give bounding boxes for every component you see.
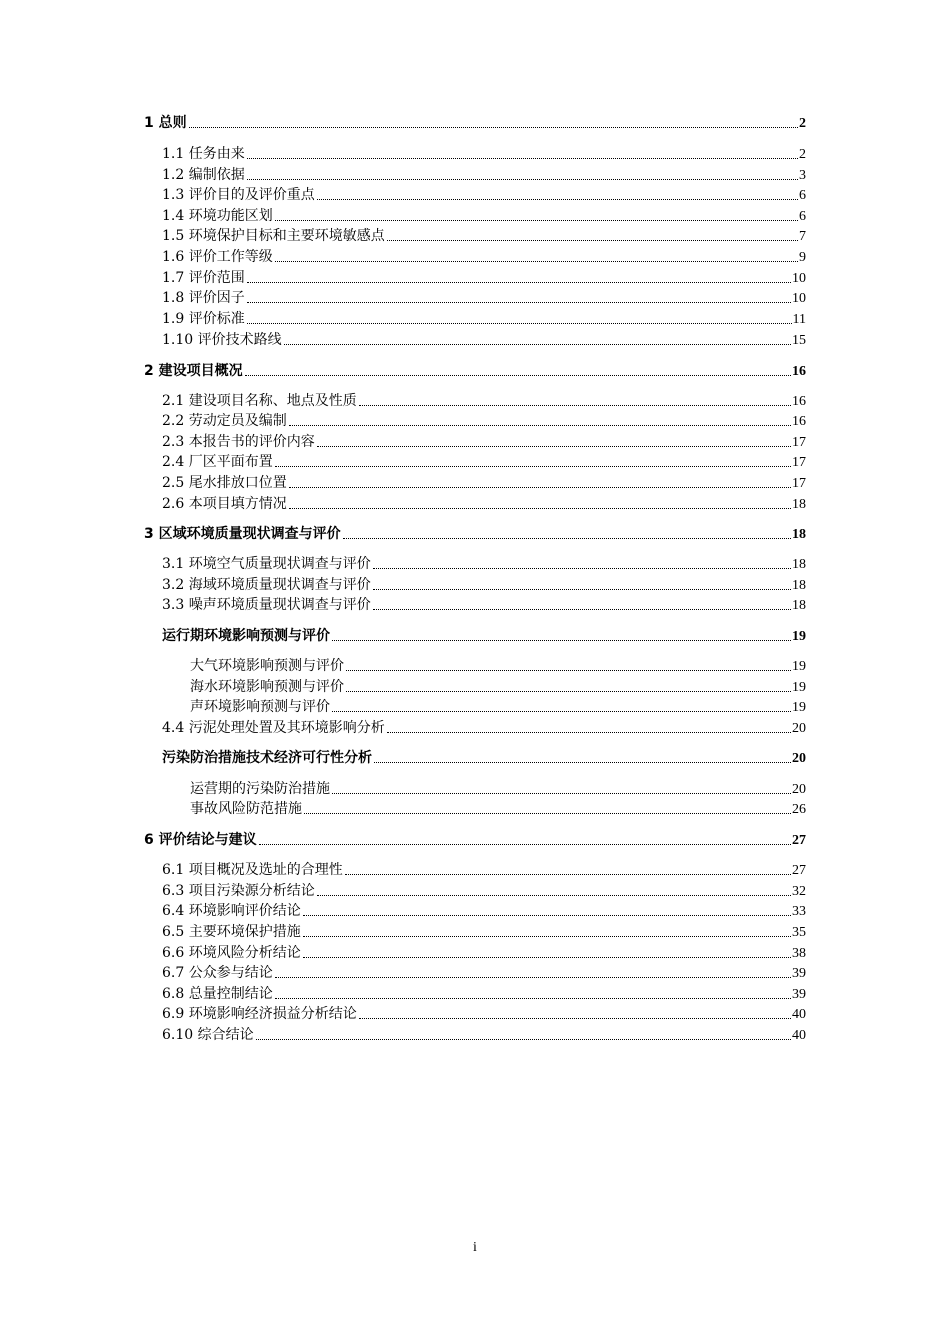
toc-dot-leader — [317, 895, 791, 896]
toc-entry[interactable] — [190, 697, 806, 717]
toc-dot-leader — [289, 487, 791, 488]
toc-entry[interactable] — [162, 473, 806, 493]
toc-dot-leader — [346, 670, 791, 671]
toc-entry[interactable] — [162, 494, 806, 514]
toc-dot-leader — [345, 874, 791, 875]
toc-dot-leader — [247, 179, 798, 180]
toc-entry-label: 污染防治措施技术经济可行性分析 — [162, 750, 372, 766]
toc-entry[interactable] — [162, 718, 806, 738]
toc-entry-page: 39 — [792, 966, 806, 981]
toc-dot-leader — [275, 998, 791, 999]
toc-entry-page: 26 — [792, 802, 806, 817]
toc-entry-label: 运营期的污染防治措施 — [190, 781, 330, 797]
toc-entry-page: 18 — [792, 497, 806, 512]
toc-entry-page: 16 — [792, 364, 806, 379]
toc-entry-page: 19 — [792, 700, 806, 715]
toc-entry-label: 1 总则 — [144, 115, 187, 131]
toc-dot-leader — [284, 344, 791, 345]
toc-dot-leader — [332, 640, 791, 641]
toc-entry[interactable] — [162, 185, 806, 205]
toc-entry[interactable] — [162, 881, 806, 901]
toc-entry-page: 38 — [792, 946, 806, 961]
toc-dot-leader — [303, 915, 791, 916]
toc-dot-leader — [275, 220, 798, 221]
toc-entry-label: 6.1 项目概况及选址的合理性 — [162, 862, 343, 878]
toc-entry[interactable] — [162, 984, 806, 1004]
toc-entry-label: 1.6 评价工作等级 — [162, 249, 273, 265]
toc-entry-page: 17 — [792, 455, 806, 470]
toc-entry[interactable] — [162, 595, 806, 615]
toc-entry[interactable] — [162, 432, 806, 452]
toc-entry[interactable] — [162, 309, 806, 329]
toc-entry-page: 18 — [792, 557, 806, 572]
toc-entry-label: 6.10 综合结论 — [162, 1027, 254, 1043]
toc-dot-leader — [373, 568, 791, 569]
toc-dot-leader — [245, 375, 791, 376]
toc-entry-label: 3.3 噪声环境质量现状调查与评价 — [162, 597, 371, 613]
toc-dot-leader — [289, 508, 791, 509]
toc-entry-label: 6.9 环境影响经济损益分析结论 — [162, 1006, 357, 1022]
toc-entry[interactable] — [144, 113, 806, 133]
toc-entry-label: 6.5 主要环境保护措施 — [162, 924, 301, 940]
toc-entry-page: 2 — [799, 116, 806, 131]
toc-entry[interactable] — [162, 554, 806, 574]
toc-entry-label: 声环境影响预测与评价 — [190, 699, 330, 715]
toc-dot-leader — [303, 957, 791, 958]
toc-entry[interactable] — [190, 779, 806, 799]
toc-entry-label: 6.6 环境风险分析结论 — [162, 945, 301, 961]
toc-dot-leader — [275, 466, 791, 467]
toc-entry-label: 2.4 厂区平面布置 — [162, 454, 273, 470]
toc-entry-page: 39 — [792, 987, 806, 1002]
toc-entry-page: 9 — [799, 250, 806, 265]
toc-entry-page: 10 — [792, 271, 806, 286]
page-number: i — [473, 1240, 477, 1255]
toc-entry-page: 17 — [792, 435, 806, 450]
toc-entry-label: 3.1 环境空气质量现状调查与评价 — [162, 556, 371, 572]
toc-entry-label: 1.4 环境功能区划 — [162, 208, 273, 224]
toc-entry-page: 18 — [792, 598, 806, 613]
toc-entry[interactable] — [162, 1025, 806, 1045]
toc-entry-page: 35 — [792, 925, 806, 940]
toc-entry-label: 2.3 本报告书的评价内容 — [162, 434, 315, 450]
toc-entry[interactable] — [144, 361, 806, 381]
toc-entry-page: 27 — [792, 863, 806, 878]
toc-entry-page: 19 — [792, 659, 806, 674]
toc-entry-page: 20 — [792, 721, 806, 736]
toc-entry-page: 19 — [792, 629, 806, 644]
toc-entry-page: 16 — [792, 414, 806, 429]
toc-entry[interactable] — [162, 206, 806, 226]
toc-entry[interactable] — [162, 626, 806, 646]
toc-entry[interactable] — [162, 411, 806, 431]
toc-dot-leader — [359, 405, 791, 406]
toc-dot-leader — [289, 425, 791, 426]
toc-dot-leader — [247, 323, 792, 324]
toc-entry-page: 17 — [792, 476, 806, 491]
toc-dot-leader — [387, 732, 791, 733]
toc-entry-label: 6.7 公众参与结论 — [162, 965, 273, 981]
toc-entry[interactable] — [162, 247, 806, 267]
toc-entry[interactable] — [162, 226, 806, 246]
toc-dot-leader — [189, 127, 798, 128]
toc-dot-leader — [387, 240, 798, 241]
toc-entry-label: 1.7 评价范围 — [162, 270, 245, 286]
toc-entry-label: 运行期环境影响预测与评价 — [162, 628, 330, 644]
toc-entry[interactable] — [144, 524, 806, 544]
toc-entry-page: 3 — [799, 168, 806, 183]
toc-dot-leader — [275, 261, 798, 262]
toc-entry[interactable] — [162, 860, 806, 880]
toc-entry-label: 2.1 建设项目名称、地点及性质 — [162, 393, 357, 409]
toc-dot-leader — [332, 793, 791, 794]
toc-entry-label: 1.2 编制依据 — [162, 167, 245, 183]
toc-entry-label: 1.10 评价技术路线 — [162, 332, 282, 348]
toc-dot-leader — [303, 936, 791, 937]
toc-dot-leader — [317, 446, 791, 447]
toc-entry[interactable] — [162, 391, 806, 411]
toc-entry[interactable] — [190, 656, 806, 676]
toc-entry[interactable] — [162, 330, 806, 350]
toc-entry[interactable] — [144, 830, 806, 850]
toc-dot-leader — [304, 813, 791, 814]
toc-entry[interactable] — [162, 144, 806, 164]
toc-entry[interactable] — [162, 943, 806, 963]
toc-dot-leader — [374, 762, 791, 763]
toc-dot-leader — [247, 158, 798, 159]
toc-entry-page: 18 — [792, 527, 806, 542]
toc-entry[interactable] — [162, 165, 806, 185]
toc-entry-page: 2 — [799, 147, 806, 162]
toc-dot-leader — [317, 199, 798, 200]
toc-entry-page: 20 — [792, 782, 806, 797]
toc-entry-page: 7 — [799, 229, 806, 244]
toc-entry-label: 海水环境影响预测与评价 — [190, 679, 344, 695]
toc-dot-leader — [343, 538, 791, 539]
toc-entry-label: 大气环境影响预测与评价 — [190, 658, 344, 674]
toc-dot-leader — [373, 589, 791, 590]
toc-entry-label: 6.3 项目污染源分析结论 — [162, 883, 315, 899]
toc-entry-label: 3.2 海域环境质量现状调查与评价 — [162, 577, 371, 593]
toc-entry[interactable] — [162, 1004, 806, 1024]
toc-entry-label: 6.8 总量控制结论 — [162, 986, 273, 1002]
toc-entry-page: 16 — [792, 394, 806, 409]
toc-entry[interactable] — [162, 901, 806, 921]
toc-entry-label: 1.5 环境保护目标和主要环境敏感点 — [162, 228, 385, 244]
toc-entry-label: 1.3 评价目的及评价重点 — [162, 187, 315, 203]
toc-entry-label: 2.6 本项目填方情况 — [162, 496, 287, 512]
toc-entry-label: 1.8 评价因子 — [162, 290, 245, 306]
toc-entry-label: 2 建设项目概况 — [144, 363, 243, 379]
toc-entry[interactable] — [190, 677, 806, 697]
toc-entry[interactable] — [162, 575, 806, 595]
toc-entry-label: 6.4 环境影响评价结论 — [162, 903, 301, 919]
toc-entry[interactable] — [162, 288, 806, 308]
toc-entry[interactable] — [162, 268, 806, 288]
toc-entry-page: 33 — [792, 904, 806, 919]
toc-entry-page: 40 — [792, 1007, 806, 1022]
toc-entry-page: 6 — [799, 188, 806, 203]
toc-entry-label: 6 评价结论与建议 — [144, 832, 257, 848]
toc-dot-leader — [346, 691, 791, 692]
toc-dot-leader — [275, 977, 791, 978]
toc-entry-page: 32 — [792, 884, 806, 899]
toc-entry-page: 10 — [792, 291, 806, 306]
toc-entry-page: 11 — [792, 312, 806, 327]
toc-entry-page: 40 — [792, 1028, 806, 1043]
toc-entry-page: 18 — [792, 578, 806, 593]
toc-dot-leader — [259, 844, 791, 845]
toc-dot-leader — [359, 1018, 791, 1019]
toc-entry-page: 20 — [792, 751, 806, 766]
toc-entry-label: 3 区域环境质量现状调查与评价 — [144, 526, 341, 542]
toc-entry-page: 15 — [792, 333, 806, 348]
toc-dot-leader — [247, 302, 791, 303]
toc-entry[interactable] — [162, 963, 806, 983]
toc-entry-label: 1.9 评价标准 — [162, 311, 245, 327]
toc-dot-leader — [332, 711, 791, 712]
toc-entry[interactable] — [162, 748, 806, 768]
toc-entry-label: 1.1 任务由来 — [162, 146, 245, 162]
toc-entry-page: 27 — [792, 833, 806, 848]
toc-dot-leader — [247, 282, 791, 283]
toc-entry-page: 6 — [799, 209, 806, 224]
toc-entry[interactable] — [190, 799, 806, 819]
toc-entry[interactable] — [162, 452, 806, 472]
toc-entry-label: 2.5 尾水排放口位置 — [162, 475, 287, 491]
toc-entry-label: 4.4 污泥处理处置及其环境影响分析 — [162, 720, 385, 736]
toc-entry-label: 2.2 劳动定员及编制 — [162, 413, 287, 429]
toc-entry-label: 事故风险防范措施 — [190, 801, 302, 817]
toc-entry[interactable] — [162, 922, 806, 942]
toc-dot-leader — [373, 609, 791, 610]
toc-entry-page: 19 — [792, 680, 806, 695]
toc-dot-leader — [256, 1039, 791, 1040]
